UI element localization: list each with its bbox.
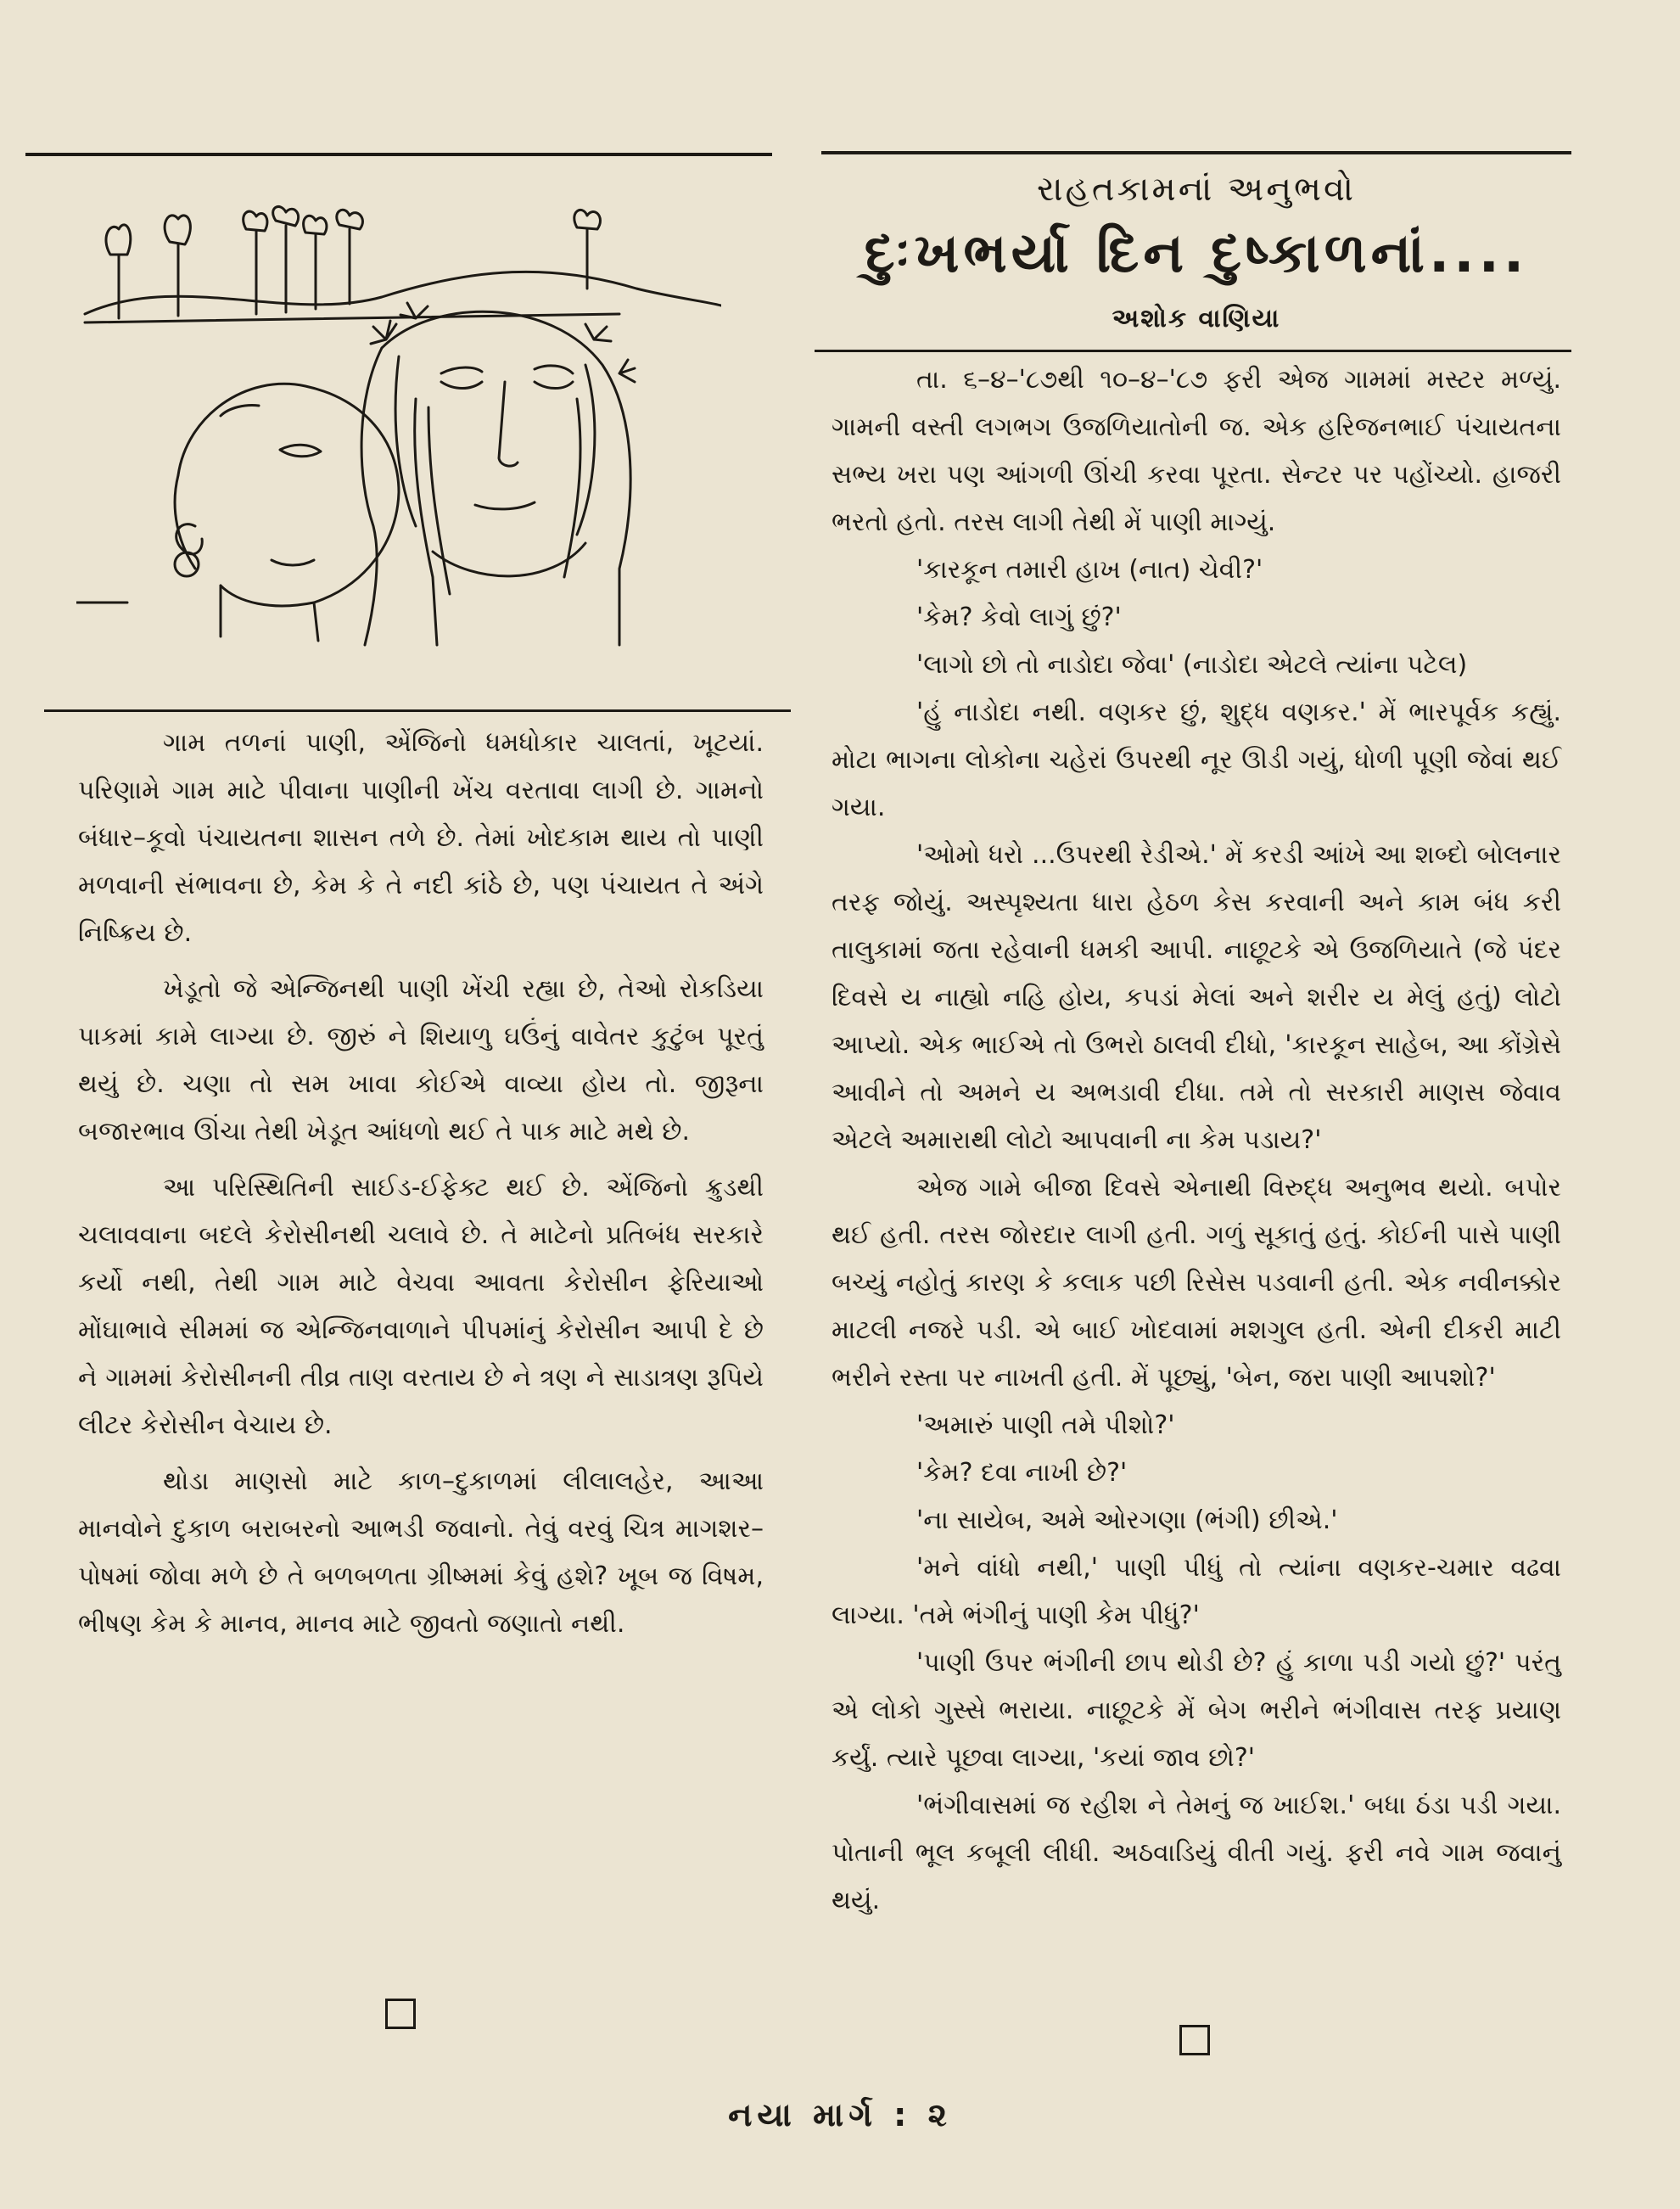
paragraph: થોડા માણસો માટે કાળ–દુકાળમાં લીલાલહેર, આઆ માનવોને દુકાળ બરાબરનો આભડી જવાનો. તેવું વરવું ચિત્ર માગશર–પોષમાં જોવા મળે છે તે બળબળતા ગ્રીષ્મમાં કેવું હશે? ખૂબ જ વિષમ, ભીષણ કેમ કે માનવ, માનવ માટે જીવતો જણાતો નથી. — [78, 1466, 764, 1639]
illustration-bottom-rule — [44, 709, 791, 712]
end-mark-right — [1179, 2025, 1210, 2055]
dialogue-line: 'અમારું પાણી તમે પીશો?' — [916, 1410, 1175, 1440]
end-mark-left — [385, 1999, 416, 2029]
line-drawing-illustration — [76, 204, 721, 653]
article-kicker: રાહતકામનાં અનુભવો — [1037, 170, 1356, 209]
paragraph: એજ ગામે બીજા દિવસે એનાથી વિરુદ્ધ અનુભવ થયો. બપોર થઈ હતી. તરસ જોરદાર લાગી હતી. ગળું સૂકાતું હતું. કોઈની પાસે પાણી બચ્યું નહોતું કારણ કે કલાક પછી રિસેસ પડવાની હતી. એક નવીનક્કોર માટલી નજરે પડી. એ બાઈ ખોદવામાં મશગુલ હતી. એની દીકરી માટી ભરીને રસ્તા પર નાખતી હતી. મેં પૂછ્યું, 'બેન, જરા પાણી આપશો?' — [832, 1173, 1561, 1393]
dialogue-line: 'કારકૂન તમારી હાખ (નાત) ચેવી?' — [916, 555, 1263, 585]
article-author: અશોક વાણિયા — [1112, 304, 1281, 334]
paragraph: 'પાણી ઉપર ભંગીની છાપ થોડી છે? હું કાળા પડી ગયો છું?' પરંતુ એ લોકો ગુસ્સે ભરાયા. નાછૂટકે મેં બેગ ભરીને ભંગીવાસ તરફ પ્રયાણ કર્યું. ત્યારે પૂછવા લાગ્યા, 'કયાં જાવ છો?' — [832, 1648, 1561, 1773]
top-rule-left — [25, 153, 772, 156]
paragraph: ગામ તળનાં પાણી, એંજિનો ધમધોકાર ચાલતાં, ખૂટયાં. પરિણામે ગામ માટે પીવાના પાણીની ખેંચ વરતાવા લાગી છે. ગામનો બંધાર–કૂવો પંચાયતના શાસન તળે છે. તેમાં ખોદકામ થાય તો પાણી મળવાની સંભાવના છે, કેમ કે તે નદી કાંઠે છે, પણ પંચાયત તે અંગે નિષ્ક્રિય છે. — [78, 728, 764, 948]
paragraph: 'ઓમો ધરો ...ઉપરથી રેડીએ.' મેં કરડી આંખે આ શબ્દો બોલનાર તરફ જોયું. અસ્પૃશ્યતા ધારા હેઠળ કેસ કરવાની અને કામ બંધ કરી તાલુકામાં જતા રહેવાની ધમકી આપી. નાછૂટકે એ ઉજળિયાતે (જે પંદર દિવસે ય નાહ્યો નહિ હોય, કપડાં મેલાં અને શરીર ય મેલું હતું) લોટો આપ્યો. એક ભાઈએ તો ઉભરો ઠાલવી દીધો, 'કારકૂન સાહેબ, આ કોંગ્રેસે આવીને તો અમને ય અભડાવી દીધા. તમે તો સરકારી માણસ જેવાવ એટલે અમારાથી લોટો આપવાની ના કેમ પડાય?' — [832, 840, 1561, 1155]
paragraph: તા. ૬–૪–'૮૭થી ૧૦–૪–'૮૭ ફરી એજ ગામમાં મસ્ટર મળ્યું. ગામની વસ્તી લગભગ ઉજળિયાતોની જ. એક હરિજનભાઈ પંચાયતના સભ્ય ખરા પણ આંગળી ઊંચી કરવા પૂરતા. સેન્ટર પર પહોંચ્યો. હાજરી ભરતો હતો. તરસ લાગી તેથી મેં પાણી માગ્યું. — [832, 365, 1561, 537]
paragraph: 'હું નાડોદા નથી. વણકર છું, શુદ્ધ વણકર.' મેં ભારપૂર્વક કહ્યું. મોટા ભાગના લોકોના ચહેરાં ઉપરથી નૂર ઊડી ગયું, ધોળી પૂણી જેવાં થઈ ગયા. — [832, 698, 1561, 822]
byline-rule — [815, 350, 1571, 352]
paragraph: આ પરિસ્થિતિની સાઈડ-ઈફેક્ટ થઈ છે. એંજિનો ક્રુડથી ચલાવવાના બદલે કેરોસીનથી ચલાવે છે. તે માટેનો પ્રતિબંધ સરકારે કર્યો નથી, તેથી ગામ માટે વેચવા આવતા કેરોસીન ફેરિયાઓ મોંઘાભાવે સીમમાં જ એન્જિનવાળાને પીપમાંનું કેરોસીન આપી દે છે ને ગામમાં કેરોસીનની તીવ્ર તાણ વરતાય છે ને ત્રણ ને સાડાત્રણ રૂપિયે લીટર કેરોસીન વેચાય છે. — [78, 1173, 764, 1440]
dialogue-line: 'લાગો છો તો નાડોદા જેવા' (નાડોદા એટલે ત્યાંના પટેલ) — [916, 650, 1468, 680]
paragraph: 'ભંગીવાસમાં જ રહીશ ને તેમનું જ ખાઈશ.' બધા ઠંડા પડી ગયા. પોતાની ભૂલ કબૂલી લીધી. અઠવાડિયું વીતી ગયું. ફરી નવે ગામ જવાનું થયું. — [832, 1791, 1561, 1915]
dialogue-line: 'કેમ? કેવો લાગું છું?' — [916, 603, 1122, 632]
paragraph: ખેડૂતો જે એન્જિનથી પાણી ખેંચી રહ્યા છે, તેઓ રોકડિયા પાકમાં કામે લાગ્યા છે. જીરું ને શિયાળુ ઘઉંનું વાવેતર કુટુંબ પૂરતું થયું છે. ચણા તો સમ ખાવા કોઈએ વાવ્યા હોય તો. જીરૂના બજારભાવ ઊંચા તેથી ખેડૂત આંધળો થઈ તે પાક માટે મથે છે. — [78, 974, 764, 1147]
dialogue-line: 'ના સાયેબ, અમે ઓરગણા (ભંગી) છીએ.' — [916, 1505, 1338, 1535]
dialogue-line: 'કેમ? દવા નાખી છે?' — [916, 1458, 1128, 1488]
page-footer: નયા માર્ગ : ૨ — [728, 2096, 952, 2133]
top-rule-right — [821, 151, 1571, 154]
paragraph: 'મને વાંધો નથી,' પાણી પીધું તો ત્યાંના વણકર-ચમાર વઢવા લાગ્યા. 'તમે ભંગીનું પાણી કેમ પીધું?' — [832, 1553, 1561, 1630]
left-column-text — [78, 720, 764, 1648]
right-column-text — [832, 356, 1561, 1925]
article-title: દુઃખભર્યા દિન દુષ્કાળનાં.... — [864, 222, 1529, 285]
